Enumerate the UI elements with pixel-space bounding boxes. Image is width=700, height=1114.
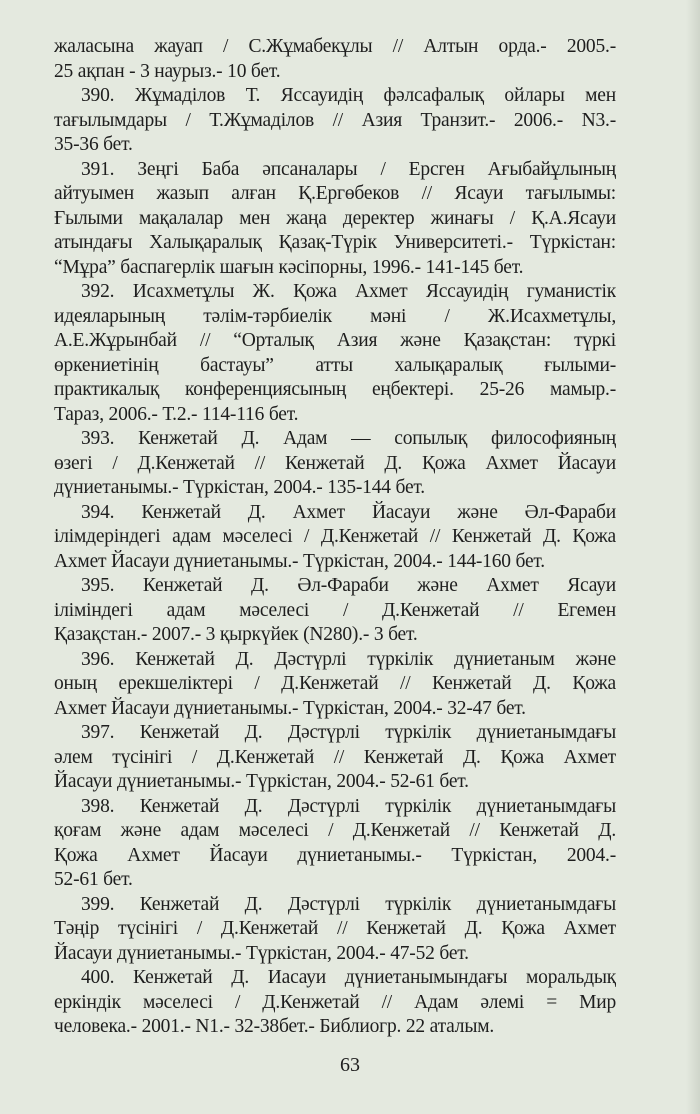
entry-line: жаласына жауап / С.Жұмабекұлы // Алтын орда.- 2005.- xyxy=(54,36,616,57)
entry-line: Йасауи дүниетанымы.- Түркістан, 2004.- 52-61 бет. xyxy=(54,771,469,792)
entry-line: ілімдеріндегі адам мәселесі / Д.Кенжетай // Кенжетай Д. Қожа xyxy=(54,526,616,547)
entry-line: “Мұра” баспагерлік шағын кәсіпорны, 1996.- 141-145 бет. xyxy=(54,256,524,278)
entry-line: 393. Кенжетай Д. Адам — сопылық философияның xyxy=(81,428,616,449)
bibliography-entry xyxy=(54,893,616,967)
page-edge-shadow xyxy=(686,0,700,1114)
bibliography-entry xyxy=(54,721,616,795)
entry-line: 399. Кенжетай Д. Дәстүрлі түркілік дүниетанымдағы xyxy=(81,893,616,915)
entry-line: идеяларының тәлім-тәрбиелік мәні / Ж.Исахметұлы, xyxy=(54,305,616,327)
bibliography-entry xyxy=(54,966,616,1040)
entry-line: еркіндік мәселесі / Д.Кенжетай // Адам әлемі = Мир xyxy=(54,991,616,1013)
entry-line: 398. Кенжетай Д. Дәстүрлі түркілік дүниетанымдағы xyxy=(81,795,616,817)
bibliography-entry xyxy=(54,795,616,893)
entry-line: 395. Кенжетай Д. Әл-Фараби және Ахмет Ясауи xyxy=(81,575,616,596)
entry-line: 25 ақпан - 3 наурыз.- 10 бет. xyxy=(54,60,281,82)
entry-line: дүниетанымы.- Түркістан, 2004.- 135-144 бет. xyxy=(54,477,425,498)
entry-line: өзегі / Д.Кенжетай // Кенжетай Д. Қожа Ахмет Йасауи xyxy=(54,452,616,474)
entry-line: оның ерекшеліктері / Д.Кенжетай // Кенжетай Д. Қожа xyxy=(54,673,616,694)
entry-line: Қазақстан.- 2007.- 3 қыркүйек (N280).- 3 бет. xyxy=(54,624,418,645)
entry-line: тағылымдары / Т.Жұмаділов // Азия Транзит.- 2006.- N3.- xyxy=(54,109,616,131)
entry-line: 391. Зеңгі Баба әпсаналары / Ерсген Ағыбайұлының xyxy=(81,158,616,180)
entry-line: іліміндегі адам мәселесі / Д.Кенжетай // Егемен xyxy=(54,599,616,621)
entry-line: 394. Кенжетай Д. Ахмет Йасауи және Әл-Фараби xyxy=(81,501,616,523)
bibliography-entry xyxy=(54,35,616,84)
entry-line: 397. Кенжетай Д. Дәстүрлі түркілік дүниетанымдағы xyxy=(81,722,616,743)
entry-line: 390. Жұмаділов Т. Яссауидің фәлсафалық ойлары мен xyxy=(81,85,616,106)
bibliography-entry xyxy=(54,427,616,501)
entry-line: қоғам және адам мәселесі / Д.Кенжетай // Кенжетай Д. xyxy=(54,820,616,841)
entry-line: человека.- 2001.- N1.- 32-38бет.- Библиогр. 22 аталым. xyxy=(54,1016,495,1037)
entry-line: 400. Кенжетай Д. Иасауи дүниетанымындағы моральдық xyxy=(81,967,616,988)
bibliography-entry xyxy=(54,501,616,575)
entry-line: әлем түсінігі / Д.Кенжетай // Кенжетай Д. Қожа Ахмет xyxy=(54,746,616,768)
page-number: 63 xyxy=(340,1054,360,1076)
bibliography-entry xyxy=(54,84,616,158)
entry-line: Тараз, 2006.- Т.2.- 114-116 бет. xyxy=(54,403,299,425)
entry-line: Йасауи дүниетанымы.- Түркістан, 2004.- 47-52 бет. xyxy=(54,942,469,964)
entry-line: айтуымен жазып алған Қ.Ергөбеков // Ясауи тағылымы: xyxy=(54,183,616,204)
bibliography-entry xyxy=(54,574,616,648)
bibliography-entry xyxy=(54,648,616,722)
entry-line: 392. Исахметұлы Ж. Қожа Ахмет Яссауидің гуманистік xyxy=(81,281,616,302)
entry-line: практикалық конференциясының еңбектері. 25-26 мамыр.- xyxy=(54,379,616,400)
entry-line: атындағы Халықаралық Қазақ-Түрік Университеті.- Түркістан: xyxy=(54,232,616,253)
entry-line: 35-36 бет. xyxy=(54,134,133,155)
entry-line: өркениетінің бастауы” атты халықаралық ғылыми- xyxy=(54,354,616,376)
entry-line: А.Е.Жұрынбай // “Орталық Азия және Қазақстан: түркі xyxy=(54,330,616,351)
entry-line: Тәңір түсінігі / Д.Кенжетай // Кенжетай Д. Қожа Ахмет xyxy=(54,918,616,939)
bibliography-page xyxy=(54,35,616,1040)
bibliography-entry xyxy=(54,158,616,281)
entry-line: Ғылыми мақалалар мен жаңа деректер жинағы / Қ.А.Ясауи xyxy=(54,207,616,229)
entry-line: Ахмет Йасауи дүниетанымы.- Түркістан, 2004.- 32-47 бет. xyxy=(54,697,526,719)
entry-line: 52-61 бет. xyxy=(54,869,133,890)
entry-line: Ахмет Йасауи дүниетанымы.- Түркістан, 2004.- 144-160 бет. xyxy=(54,550,545,572)
entry-line: 396. Кенжетай Д. Дәстүрлі түркілік дүниетаным және xyxy=(81,648,616,670)
entry-line: Қожа Ахмет Йасауи дүниетанымы.- Түркістан, 2004.- xyxy=(54,844,616,866)
bibliography-entry xyxy=(54,280,616,427)
